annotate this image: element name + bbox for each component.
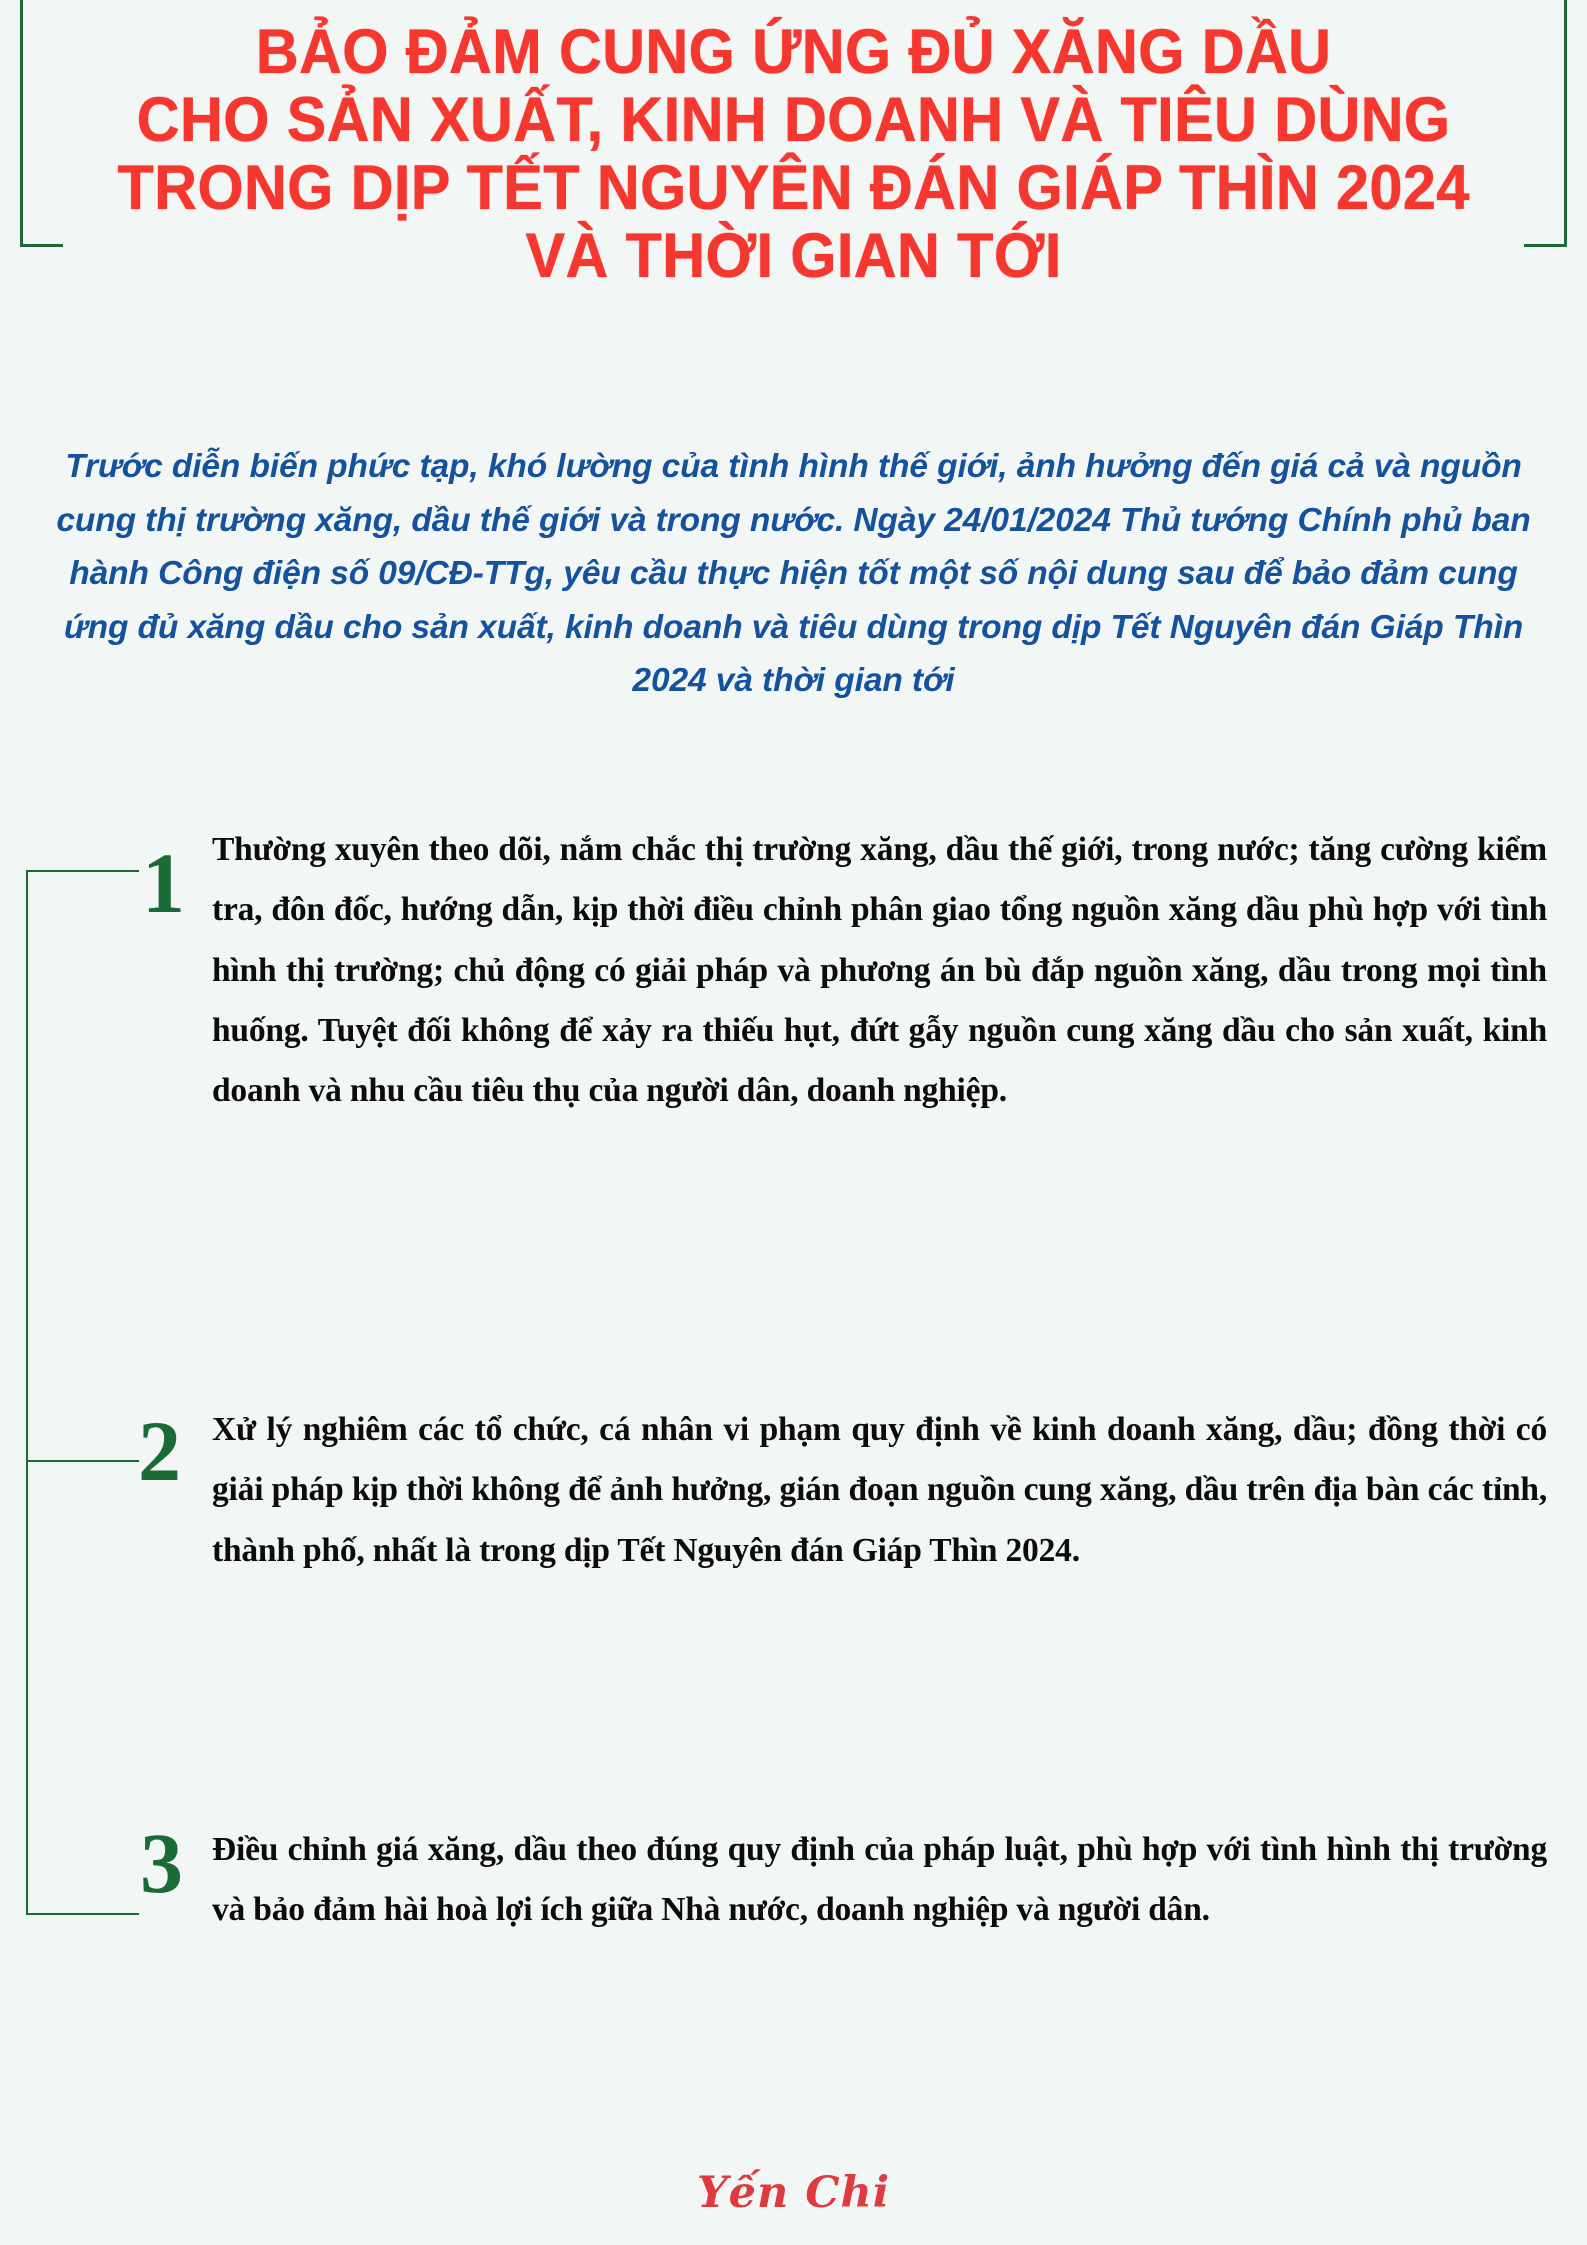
item-number-1: 1 — [142, 835, 184, 931]
title-line-4: VÀ THỜI GIAN TỚI — [525, 221, 1062, 292]
title-line-3: TRONG DỊP TẾT NGUYÊN ĐÁN GIÁP THÌN 2024 — [117, 153, 1470, 224]
title-line-2: CHO SẢN XUẤT, KINH DOANH VÀ TIÊU DÙNG — [136, 85, 1451, 156]
item-number-3: 3 — [140, 1815, 182, 1911]
item-text-2: Xử lý nghiêm các tổ chức, cá nhân vi phạm quy định về kinh doanh xăng, dầu; đồng thời có giải pháp kịp thời không để ảnh hưởng, gián đoạn nguồn cung xăng, dầu trên địa bàn các tỉnh, thành phố, nhất là trong dịp Tết Nguyên đán Giáp Thìn 2024. — [212, 1411, 1547, 1569]
item-text-3: Điều chỉnh giá xăng, dầu theo đúng quy định của pháp luật, phù hợp với tình hình thị trường và bảo đảm hài hoà lợi ích giữa Nhà nước, doanh nghiệp và người dân. — [212, 1831, 1547, 1929]
author-signature: Yến Chi — [696, 2168, 891, 2218]
list-item — [0, 1400, 1587, 1820]
title-line-1: BẢO ĐẢM CUNG ỨNG ĐỦ XĂNG DẦU — [255, 17, 1332, 87]
item-text-1: Thường xuyên theo dõi, nắm chắc thị trường xăng, dầu thế giới, trong nước; tăng cường kiểm tra, đôn đốc, hướng dẫn, kịp thời điều chỉnh phân giao tổng nguồn xăng dầu phù hợp với tình hình thị trường; chủ động có giải pháp và phương án bù đắp nguồn xăng, dầu trong mọi tình huống. Tuyệt đối không để xảy ra thiếu hụt, đứt gẫy nguồn cung xăng dầu cho sản xuất, kinh doanh và nhu cầu tiêu thụ của người dân, doanh nghiệp. — [212, 831, 1547, 1110]
page-title — [0, 18, 1587, 290]
intro-paragraph: Trước diễn biến phức tạp, khó lường của tình hình thế giới, ảnh hưởng đến giá cả và nguồn cung thị trường xăng, dầu thế giới và trong nước. Ngày 24/01/2024 Thủ tướng Chính phủ ban hành Công điện số 09/CĐ-TTg, yêu cầu thực hiện tốt một số nội dung sau để bảo đảm cung ứng đủ xăng dầu cho sản xuất, kinh doanh và tiêu dùng trong dịp Tết Nguyên đán Giáp Thìn 2024 và thời gian tới — [56, 448, 1531, 700]
list-item — [0, 820, 1587, 1360]
list-item — [0, 1815, 1587, 2150]
item-number-2: 2 — [138, 1403, 180, 1499]
